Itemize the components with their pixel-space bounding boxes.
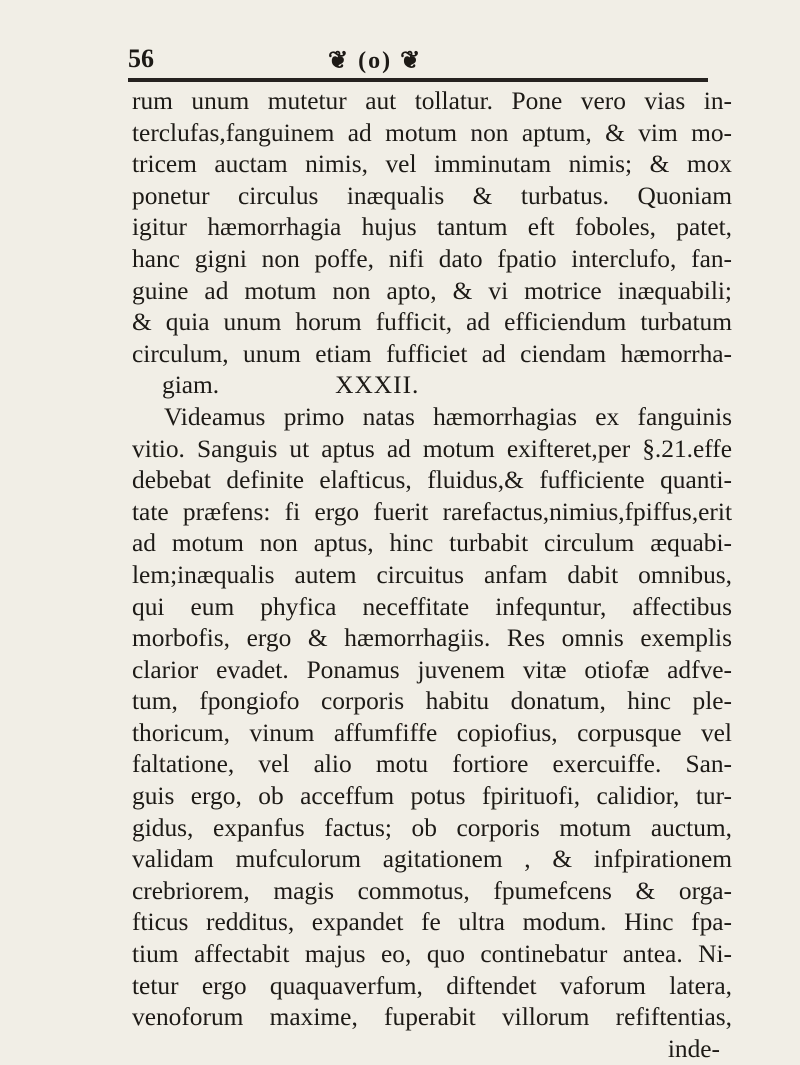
text-line: rum unum mutetur aut tollatur. Pone vero vias in-: [132, 87, 732, 115]
text-line: tum, fpongiofo corporis habitu donatum, hinc ple-: [132, 687, 732, 716]
text-line: venoforum maxime, fuperabit villorum refiftentias,: [132, 1003, 732, 1032]
text-line: thoricum, vinum affumfiffe copiofius, corpusque vel: [132, 718, 732, 747]
text-line: gidus, expanfus factus; ob corporis motum auctum,: [132, 813, 732, 842]
text-line: igitur hæmorrhagia hujus tantum eft foboles, patet,: [132, 213, 732, 242]
text-line: tetur ergo quaquaverfum, diftendet vaforum latera,: [132, 971, 732, 1000]
section-heading-line: [132, 370, 732, 402]
text-line: vitio. Sanguis ut aptus ad motum exifteret,per §.21.effe: [132, 434, 732, 463]
text-fragment: giam.: [162, 371, 220, 400]
text-line: & quia unum horum fufficit, ad efficiendum turbatum: [132, 308, 732, 337]
text-line: faltatione, vel alio motu fortiore exercuiffe. San-: [132, 750, 732, 779]
page-header: [128, 44, 728, 84]
text-line: crebriorem, magis commotus, fpumefcens & orga-: [132, 876, 732, 905]
text-line: ponetur circulus inæqualis & turbatus. Quoniam: [132, 181, 732, 210]
text-line: tricem auctam nimis, vel imminutam nimis; & mox: [132, 150, 732, 179]
text-line: tate præfens: fi ergo fuerit rarefactus,nimius,fpiffus,erit: [132, 497, 732, 526]
page-number: 56: [128, 44, 154, 73]
header-rule: [128, 78, 708, 82]
text-line: qui eum phyfica neceffitate infequntur, affectibus: [132, 592, 732, 621]
text-line: hanc gigni non poffe, nifi dato fpatio interclufo, fan-: [132, 244, 732, 273]
text-line: guis ergo, ob acceffum potus fpirituofi, calidior, tur-: [132, 782, 732, 811]
text-line: fticus redditus, expandet fe ultra modum. Hinc fpa-: [132, 908, 732, 937]
text-line: Videamus primo natas hæmorrhagias ex fanguinis: [164, 402, 732, 431]
section-number: XXXII.: [335, 371, 420, 400]
text-line: terclufas,fanguinem ad motum non aptum, & vim mo-: [132, 118, 732, 147]
text-line: lem;inæqualis autem circuitus anfam dabit omnibus,: [132, 560, 732, 589]
body-text: [132, 86, 732, 1065]
catchword: inde-: [667, 1034, 720, 1063]
text-line: morbofis, ergo & hæmorrhagiis. Res omnis exemplis: [132, 624, 732, 653]
text-line: debebat definite elafticus, fluidus,& fufficiente quanti-: [132, 466, 732, 495]
text-line: clarior evadet. Ponamus juvenem vitæ otiofæ adfve-: [132, 655, 732, 684]
text-line: ad motum non aptus, hinc turbabit circulum æquabi-: [132, 529, 732, 558]
text-line: tium affectabit majus eo, quo continebatur antea. Ni-: [132, 940, 732, 969]
text-line: guine ad motum non apto, & vi motrice inæquabili;: [132, 276, 732, 305]
header-ornament: ❦ (o) ❦: [328, 48, 423, 74]
text-line: validam mufculorum agitationem , & infpirationem: [132, 845, 732, 874]
text-line: circulum, unum etiam fufficiet ad ciendam hæmorrha-: [132, 339, 732, 368]
